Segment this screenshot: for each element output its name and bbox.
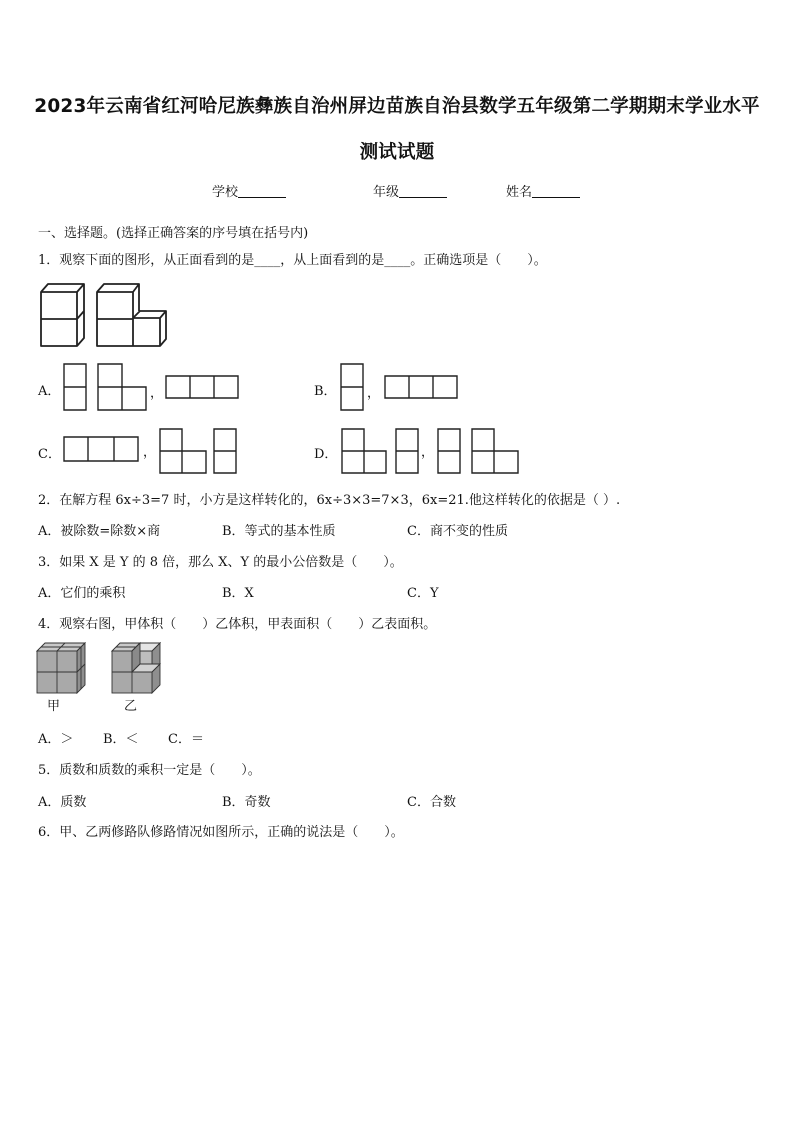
q2-option-a[interactable]: A．被除数=除数×商 xyxy=(38,524,161,539)
q3-option-c[interactable]: C．Y xyxy=(407,586,439,601)
q4-option-c[interactable]: C．＝ xyxy=(168,732,204,747)
grade-blank[interactable] xyxy=(399,184,447,198)
school-blank[interactable] xyxy=(238,184,286,198)
q5-option-a[interactable]: A．质数 xyxy=(38,795,87,810)
q1-option-a-comma: ， xyxy=(150,386,164,401)
q4-cube-yi xyxy=(112,643,164,695)
question-3: 3．如果 X 是 Y 的 8 倍，那么 X、Y 的最小公倍数是（ ）。 xyxy=(38,555,403,570)
q1-option-b-comma: ， xyxy=(367,386,381,401)
question-6: 6．甲、乙两修路队修路情况如图所示，正确的说法是（ ）。 xyxy=(38,825,404,840)
question-5: 5．质数和质数的乘积一定是（ ）。 xyxy=(38,763,261,778)
q5-option-b[interactable]: B．奇数 xyxy=(222,795,271,810)
q1-option-d-comma: ， xyxy=(421,445,435,460)
q3-option-b[interactable]: B．X xyxy=(222,586,254,601)
q1-option-c[interactable]: C． xyxy=(38,447,61,462)
grade-label: 年级 xyxy=(373,185,400,200)
question-2: 2．在解方程 6x÷3=7 时，小方是这样转化的，6x÷3×3=7×3，6x=21.他这样转化的依据是（ ）. xyxy=(38,493,621,508)
q3-option-a[interactable]: A．它们的乘积 xyxy=(38,586,126,601)
q2-option-b[interactable]: B．等式的基本性质 xyxy=(222,524,336,539)
school-field xyxy=(212,181,286,200)
q5-option-c[interactable]: C．合数 xyxy=(407,795,456,810)
grade-field xyxy=(373,181,447,200)
question-4: 4．观察右图，甲体积（ ）乙体积，甲表面积（ ）乙表面积。 xyxy=(38,617,437,632)
q4-label-yi: 乙 xyxy=(124,699,138,714)
q4-option-b[interactable]: B．＜ xyxy=(103,732,139,747)
question-1: 1．观察下面的图形，从正面看到的是____，从上面看到的是____。正确选项是（ ）。 xyxy=(38,253,547,268)
q1-option-a[interactable]: A． xyxy=(38,384,61,399)
name-field xyxy=(506,181,580,200)
q1-option-c-comma: ， xyxy=(143,445,157,460)
name-label: 姓名 xyxy=(506,185,533,200)
q2-option-c[interactable]: C．商不变的性质 xyxy=(407,524,508,539)
q4-cube-jia xyxy=(37,643,89,695)
section-heading: 一、选择题。(选择正确答案的序号填在括号内) xyxy=(38,226,309,241)
q1-solid-figures xyxy=(38,280,168,350)
q4-option-a[interactable]: A．＞ xyxy=(38,732,74,747)
q1-option-b-figure xyxy=(339,362,464,412)
school-label: 学校 xyxy=(212,185,239,200)
q1-option-b[interactable]: B． xyxy=(314,384,337,399)
page-title: 2023年云南省红河哈尼族彝族自治州屏边苗族自治县数学五年级第二学期期末学业水平测试试题 xyxy=(34,96,760,163)
q1-option-d[interactable]: D． xyxy=(314,447,338,462)
q4-label-jia: 甲 xyxy=(47,699,61,714)
name-blank[interactable] xyxy=(532,184,580,198)
